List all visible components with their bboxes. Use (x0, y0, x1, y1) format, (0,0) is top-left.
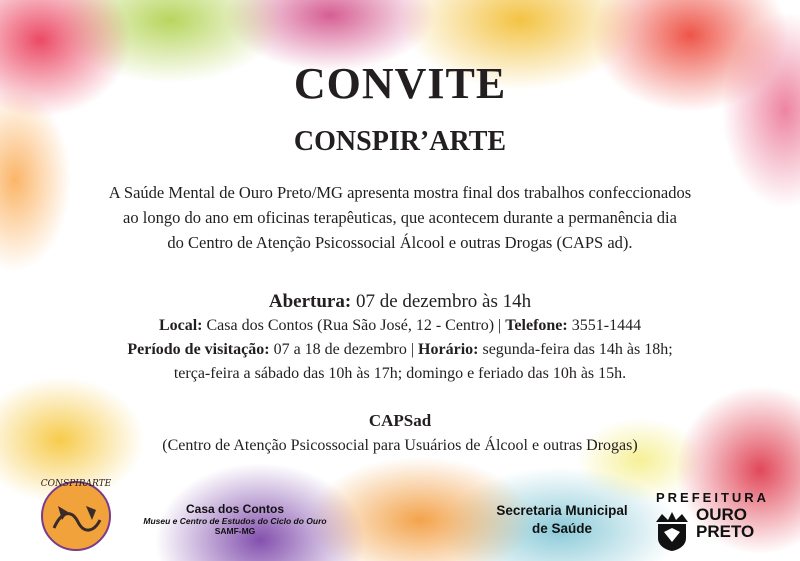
intro-paragraph (40, 180, 760, 255)
schedule-value: segunda-feira das 14h às 18h; (478, 341, 673, 358)
phone-label: Telefone: (505, 317, 568, 334)
visit-period-line (10, 338, 790, 362)
casa-name: Casa dos Contos (185, 502, 284, 516)
intro-line: do Centro de Atenção Psicossocial Álcool e outras Drogas (CAPS ad). (167, 233, 633, 252)
prefeitura-city (696, 506, 754, 540)
caps-name: CAPSad (368, 411, 432, 430)
schedule-line-2: terça-feira a sábado das 10h às 17h; domingo e feriado das 10h às 15h. (173, 365, 627, 382)
casa-samf: SAMF-MG (214, 526, 256, 536)
conspirarte-logo (38, 476, 114, 552)
location-label: Local: (158, 317, 203, 334)
prefeitura-word: PREFEITURA (656, 490, 770, 505)
casa-dos-contos-logo (130, 502, 340, 536)
phone-value: 3551-1444 (567, 317, 642, 334)
event-name: CONSPIR’ARTE (293, 126, 507, 157)
prefeitura-city-line-2: PRETO (696, 522, 755, 541)
prefeitura-ouro-preto-logo (648, 490, 772, 556)
conspirarte-logo-text: CONSPIRARTE (40, 479, 112, 489)
location-line (10, 314, 790, 338)
intro-line: ao longo do ano em oficinas terapêuticas, que acontecem durante a permanência dia (123, 208, 677, 227)
opening-line (10, 290, 790, 314)
location-value: Casa dos Contos (Rua São José, 12 - Centro) | (202, 317, 506, 334)
caps-full-name: (Centro de Atenção Psicossocial para Usuários de Álcool e outras Drogas) (162, 437, 638, 454)
casa-description: Museu e Centro de Estudos do Ciclo do Ouro (143, 516, 327, 526)
invitation-title: CONVITE (293, 59, 507, 108)
secretaria-line-1: Secretaria Municipal (496, 503, 628, 518)
crown-crest-icon (652, 508, 692, 552)
opening-label: Abertura: (268, 291, 352, 312)
event-details (10, 290, 790, 386)
schedule-label: Horário: (418, 341, 479, 358)
secretaria-saude-logo (492, 502, 632, 538)
visit-period-value: 07 a 18 de dezembro | (269, 341, 419, 358)
visit-period-label: Período de visitação: (127, 341, 270, 358)
prefeitura-city-line-1: OURO (696, 505, 747, 524)
intro-line: A Saúde Mental de Ouro Preto/MG apresenta mostra final dos trabalhos confeccionados (108, 183, 692, 202)
secretaria-line-2: de Saúde (531, 521, 593, 536)
opening-value: 07 de dezembro às 14h (351, 291, 532, 312)
